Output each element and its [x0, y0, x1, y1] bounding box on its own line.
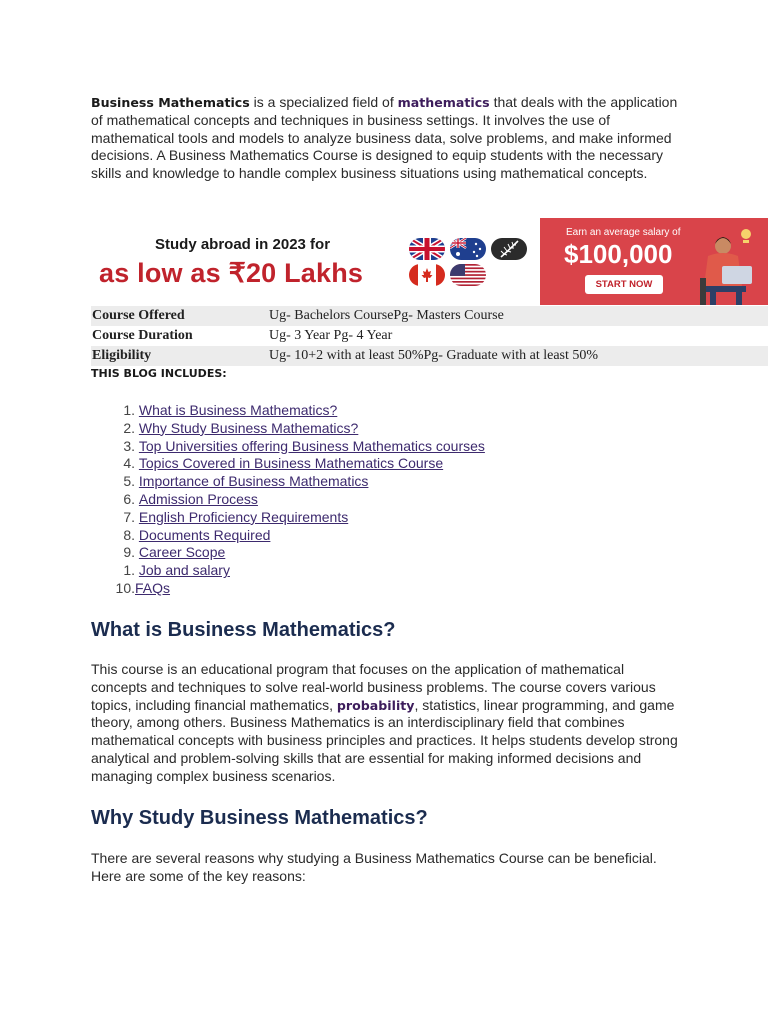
canada-flag-icon [409, 264, 445, 286]
toc-item [91, 580, 485, 598]
probability-link[interactable]: probability [336, 697, 415, 713]
toc-number: 3. [123, 437, 135, 454]
table-label: Course Duration [92, 328, 193, 343]
section-heading-what-is: What is Business Mathematics? [91, 619, 396, 641]
mathematics-link[interactable]: mathematics [397, 95, 490, 110]
course-info-table [91, 306, 768, 366]
intro-text-1: is a specialized field of [249, 94, 398, 110]
person-with-laptop-illustration [696, 222, 768, 305]
toc-link[interactable]: FAQs [135, 579, 171, 596]
toc-item [91, 402, 485, 420]
toc-number: 1. [123, 562, 135, 579]
toc-number: 2. [123, 419, 135, 436]
table-label: Eligibility [91, 346, 268, 366]
section-heading-why-study: Why Study Business Mathematics? [91, 807, 428, 829]
section1-text-2: , statistics, linear programming, and game theory, among others. Business Mathematics is an interdisciplinary field that combines mathematical concepts with business principles and practices. It helps students develop strong analytical and problem-solving skills that are essential for making informed decisions and managing complex business scenarios. [91, 696, 678, 784]
section1-paragraph [91, 661, 681, 786]
toc-item [91, 420, 485, 438]
toc-item [91, 455, 485, 473]
toc-item [91, 473, 485, 491]
toc-number: 7. [123, 508, 135, 525]
uk-flag-icon [409, 238, 445, 260]
toc-link[interactable]: Admission Process [138, 490, 258, 507]
toc-link[interactable]: Job and salary [138, 562, 230, 579]
table-value: Ug- 3 Year Pg- 4 Year [269, 328, 393, 343]
table-label: Course Offered [91, 306, 268, 326]
australia-flag-icon [450, 238, 486, 260]
toc-item [91, 544, 485, 562]
table-of-contents [91, 402, 485, 598]
salary-ad-panel[interactable] [540, 218, 768, 305]
usa-flag-icon [450, 264, 486, 286]
toc-link[interactable]: Topics Covered in Business Mathematics Course [138, 455, 444, 472]
toc-link[interactable]: Why Study Business Mathematics? [138, 419, 359, 436]
toc-item [91, 562, 485, 580]
table-row [91, 306, 768, 326]
toc-item [91, 527, 485, 545]
table-row [91, 346, 768, 366]
toc-item [91, 509, 485, 527]
toc-item [91, 438, 485, 456]
table-row [91, 326, 768, 346]
banner-title: Study abroad in 2023 for [155, 236, 331, 253]
table-value: Ug- Bachelors CoursePg- Masters Course [268, 306, 768, 326]
intro-text-2: that deals with the application of mathematical concepts and techniques in business settings. It involves the use of mathematical tools and models to analyze business data, solve problems, and make informed decisions. A Business Mathematics Course is designed to equip students with the necessary skills and knowledge to handle complex business situations using mathematical concepts. [91, 94, 678, 182]
start-now-button[interactable]: START NOW [585, 275, 663, 294]
toc-number: 9. [123, 544, 135, 561]
section1-text-1: This course is an educational program that focuses on the application of mathematical concepts and techniques to solve real-world business problems. The course covers various topics, including financial mathematics, [91, 661, 656, 713]
toc-number: 8. [123, 526, 135, 543]
section2-paragraph: There are several reasons why studying a Business Mathematics Course can be beneficial. Here are some of the key reasons: [91, 850, 657, 884]
toc-number: 4. [123, 455, 135, 472]
blog-includes-heading: THIS BLOG INCLUDES: [91, 367, 227, 380]
toc-number: 5. [123, 473, 135, 490]
toc-link[interactable]: Documents Required [138, 526, 271, 543]
toc-number: 10. [115, 579, 135, 596]
study-abroad-banner[interactable] [91, 218, 768, 305]
toc-number: 6. [123, 490, 135, 507]
toc-link[interactable]: Career Scope [138, 544, 226, 561]
banner-left-panel[interactable] [91, 218, 540, 305]
intro-term: Business Mathematics [91, 95, 250, 110]
new-zealand-fern-icon [491, 238, 527, 260]
toc-link[interactable]: Top Universities offering Business Mathematics courses [138, 437, 485, 454]
toc-item [91, 491, 485, 509]
toc-link[interactable]: English Proficiency Requirements [138, 508, 349, 525]
toc-number: 1. [123, 402, 135, 418]
table-value: Ug- 10+2 with at least 50%Pg- Graduate with at least 50% [268, 346, 768, 366]
toc-link[interactable]: What is Business Mathematics? [138, 402, 338, 418]
toc-link[interactable]: Importance of Business Mathematics [138, 473, 369, 490]
banner-price: as low as ₹20 Lakhs [99, 258, 364, 288]
salary-ad-amount: $100,000 [564, 239, 673, 269]
intro-paragraph [91, 94, 691, 183]
salary-ad-line: Earn an average salary of [566, 227, 681, 238]
